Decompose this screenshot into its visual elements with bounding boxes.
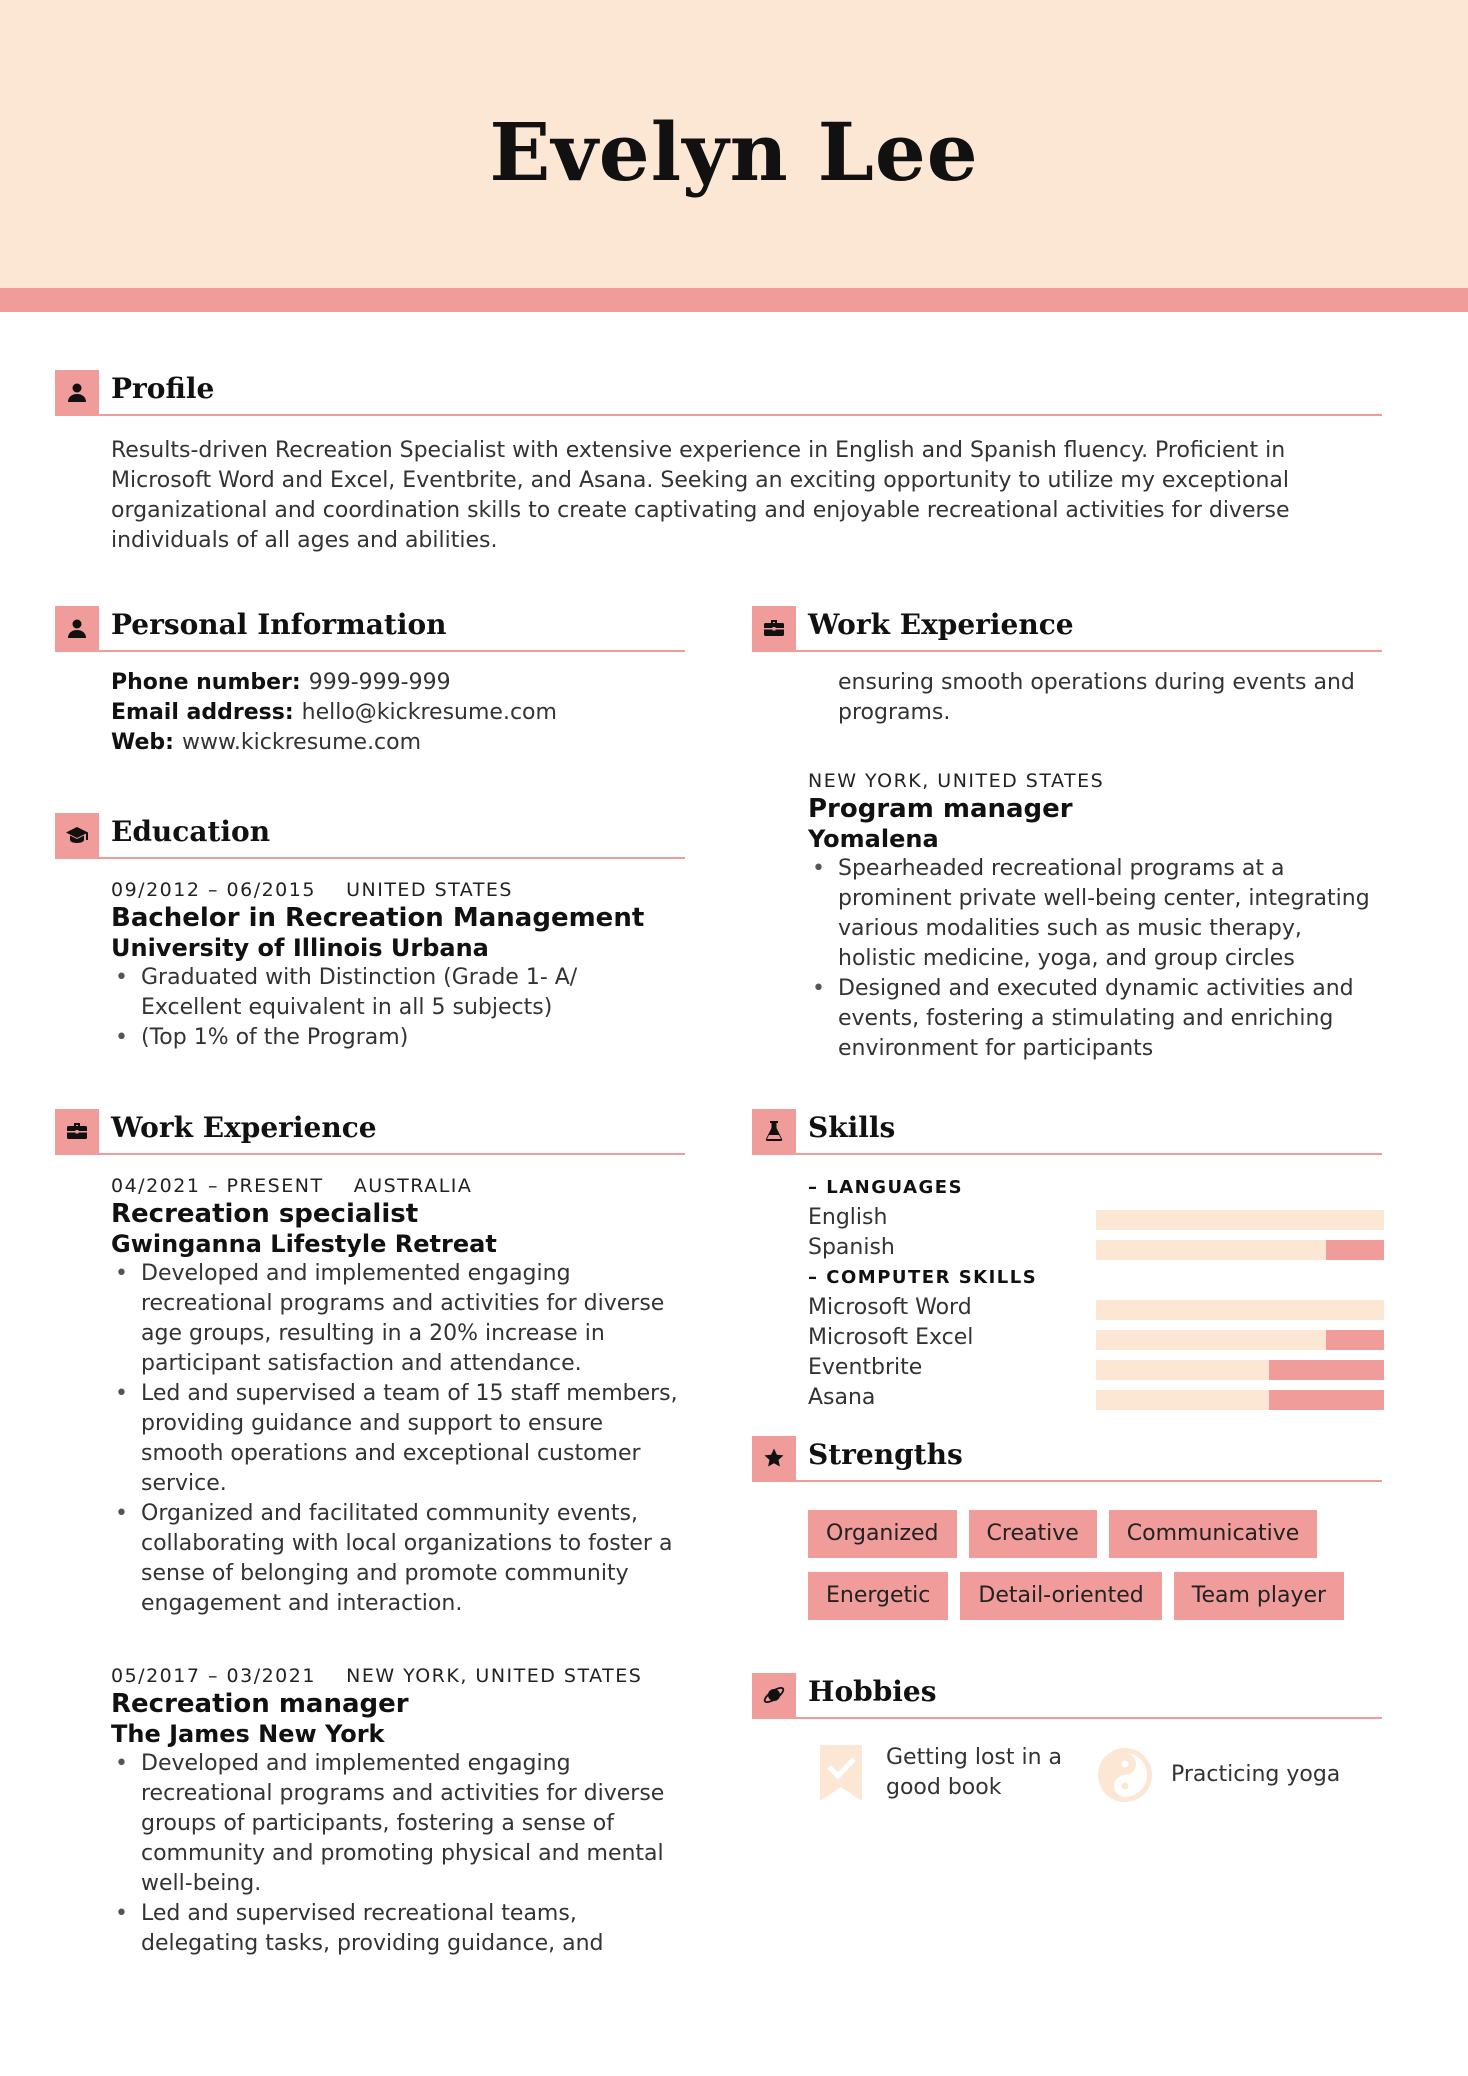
job-meta: 04/2021 – PRESENT AUSTRALIA xyxy=(111,1175,473,1197)
graduation-cap-icon xyxy=(55,813,99,857)
candidate-name: Evelyn Lee xyxy=(489,105,979,199)
skill-row: Asana xyxy=(808,1383,1382,1413)
strength-tag: Detail-oriented xyxy=(960,1572,1161,1620)
hobby-label: Practicing yoga xyxy=(1171,1762,1341,1787)
section-title: Profile xyxy=(111,372,215,405)
job-title: Program manager xyxy=(808,794,1073,824)
job-title: Recreation manager xyxy=(111,1689,409,1719)
list-item: • (Top 1% of the Program) xyxy=(111,1023,591,1053)
job-bullets xyxy=(808,854,1382,1064)
strengths-header xyxy=(752,1436,1382,1482)
work-header xyxy=(55,1109,685,1155)
education-header xyxy=(55,813,685,859)
bookmark-check-icon xyxy=(818,1743,864,1803)
yin-yang-icon xyxy=(1097,1747,1153,1803)
list-item: • Designed and executed dynamic activities and events, fostering a stimulating and enriching environment for participants xyxy=(808,974,1382,1064)
skills-list xyxy=(752,1173,1382,1413)
skill-level-bar xyxy=(1096,1330,1384,1350)
hobbies-header xyxy=(752,1673,1382,1719)
profile-section xyxy=(55,370,1382,556)
education-meta: 09/2012 – 06/2015 UNITED STATES xyxy=(111,879,513,901)
hobby-item xyxy=(1097,1747,1340,1803)
list-item: • Developed and implemented engaging recreational programs and activities for diverse groups of participants, fostering a sense of community and promoting physical and mental well-being. xyxy=(111,1749,685,1899)
job-meta: NEW YORK, UNITED STATES xyxy=(808,770,1105,792)
job-bullets xyxy=(111,1749,685,1959)
strength-tag: Communicative xyxy=(1109,1510,1318,1558)
skill-row: Microsoft Word xyxy=(808,1293,1382,1323)
strengths-section xyxy=(752,1436,1382,1620)
personal-section xyxy=(55,606,685,758)
strength-tag: Organized xyxy=(808,1510,957,1558)
web-row: Web: www.kickresume.com xyxy=(111,730,422,755)
job-entry xyxy=(55,1173,685,1619)
briefcase-icon xyxy=(55,1109,99,1153)
skill-level-fill xyxy=(1326,1330,1384,1350)
employer-name: Gwinganna Lifestyle Retreat xyxy=(111,1230,497,1258)
strength-tag: Energetic xyxy=(808,1572,948,1620)
education-bullets xyxy=(111,963,591,1053)
skill-level-bar xyxy=(1096,1300,1384,1320)
school-name: University of Illinois Urbana xyxy=(111,934,489,962)
skill-level-fill xyxy=(1269,1360,1384,1380)
profile-header xyxy=(55,370,1382,416)
skill-row: Spanish xyxy=(808,1233,1382,1263)
briefcase-icon xyxy=(752,606,796,650)
job-bullets xyxy=(111,1259,685,1619)
planet-icon xyxy=(752,1673,796,1717)
list-item: • Graduated with Distinction (Grade 1- A/ Excellent equivalent in all 5 subjects) xyxy=(111,963,591,1023)
star-icon xyxy=(752,1436,796,1480)
job-entry xyxy=(55,1663,685,1959)
skill-level-fill xyxy=(1326,1240,1384,1260)
work-experience-section xyxy=(55,1109,685,1959)
hobbies-section xyxy=(752,1673,1382,1893)
work-header xyxy=(752,606,1382,652)
phone-row: Phone number: 999-999-999 xyxy=(111,670,451,695)
skill-level-bar xyxy=(1096,1360,1384,1380)
user-icon xyxy=(55,606,99,650)
personal-header xyxy=(55,606,685,652)
section-title: Personal Information xyxy=(111,608,447,641)
section-title: Hobbies xyxy=(808,1675,937,1708)
job-entry xyxy=(752,768,1382,1064)
education-entry xyxy=(55,877,685,1053)
header-accent-bar xyxy=(0,288,1468,312)
flask-icon xyxy=(752,1109,796,1153)
degree-title: Bachelor in Recreation Management xyxy=(111,903,645,933)
web-value[interactable]: www.kickresume.com xyxy=(181,730,422,755)
list-item: • Developed and implemented engaging recreational programs and activities for diverse age groups, resulting in a 20% increase in participant satisfaction and attendance. xyxy=(111,1259,685,1379)
list-item: • Led and supervised recreational teams, delegating tasks, providing guidance, and xyxy=(111,1899,685,1959)
skills-header xyxy=(752,1109,1382,1155)
skill-level-bar xyxy=(1096,1240,1384,1260)
work-experience-continued-section xyxy=(752,606,1382,1064)
skill-row: Microsoft Excel xyxy=(808,1323,1382,1353)
list-item: • Spearheaded recreational programs at a prominent private well-being center, integrating various modalities such as music therapy, holistic medicine, yoga, and group circles xyxy=(808,854,1382,974)
job-title: Recreation specialist xyxy=(111,1199,419,1229)
list-item: • Led and supervised a team of 15 staff members, providing guidance and support to ensure smooth operations and exceptional customer service. xyxy=(111,1379,685,1499)
skill-row: English xyxy=(808,1203,1382,1233)
skill-level-bar xyxy=(1096,1210,1384,1230)
job-meta: 05/2017 – 03/2021 NEW YORK, UNITED STATES xyxy=(111,1665,643,1687)
employer-name: Yomalena xyxy=(808,825,939,853)
email-value[interactable]: hello@kickresume.com xyxy=(301,700,557,725)
strength-tags xyxy=(808,1510,1368,1620)
skill-category-languages: – LANGUAGES xyxy=(808,1177,964,1198)
skill-row: Eventbrite xyxy=(808,1353,1382,1383)
section-title: Strengths xyxy=(808,1438,963,1471)
section-title: Work Experience xyxy=(808,608,1074,641)
strength-tag: Team player xyxy=(1174,1572,1344,1620)
hobby-item xyxy=(818,1743,1076,1803)
skill-level-fill xyxy=(1269,1390,1384,1410)
user-icon xyxy=(55,370,99,414)
email-row: Email address: hello@kickresume.com xyxy=(111,700,557,725)
section-title: Skills xyxy=(808,1111,896,1144)
skills-section xyxy=(752,1109,1382,1413)
section-title: Work Experience xyxy=(111,1111,377,1144)
strength-tag: Creative xyxy=(969,1510,1097,1558)
section-title: Education xyxy=(111,815,271,848)
list-item: • Organized and facilitated community events, collaborating with local organizations to foster a sense of belonging and promote community engagement and interaction. xyxy=(111,1499,685,1619)
education-section xyxy=(55,813,685,1053)
employer-name: The James New York xyxy=(111,1720,385,1748)
skill-level-bar xyxy=(1096,1390,1384,1410)
hobby-label: Getting lost in a good book xyxy=(886,1745,1063,1800)
continued-text: ensuring smooth operations during events and programs. xyxy=(838,670,1355,725)
phone-value: 999-999-999 xyxy=(308,670,451,695)
profile-text: Results-driven Recreation Specialist with extensive experience in English and Spanish fluency. Proficient in Microsoft Word and Excel, Eventbrite, and Asana. Seeking an exciting opportunity to utilize my exceptional organizational and coordination skills to create captivating and enjoyable recreational activities for diverse individuals of all ages and abilities. xyxy=(111,438,1290,553)
skill-category-computer: – COMPUTER SKILLS xyxy=(808,1267,1038,1288)
contact-list xyxy=(55,668,685,758)
